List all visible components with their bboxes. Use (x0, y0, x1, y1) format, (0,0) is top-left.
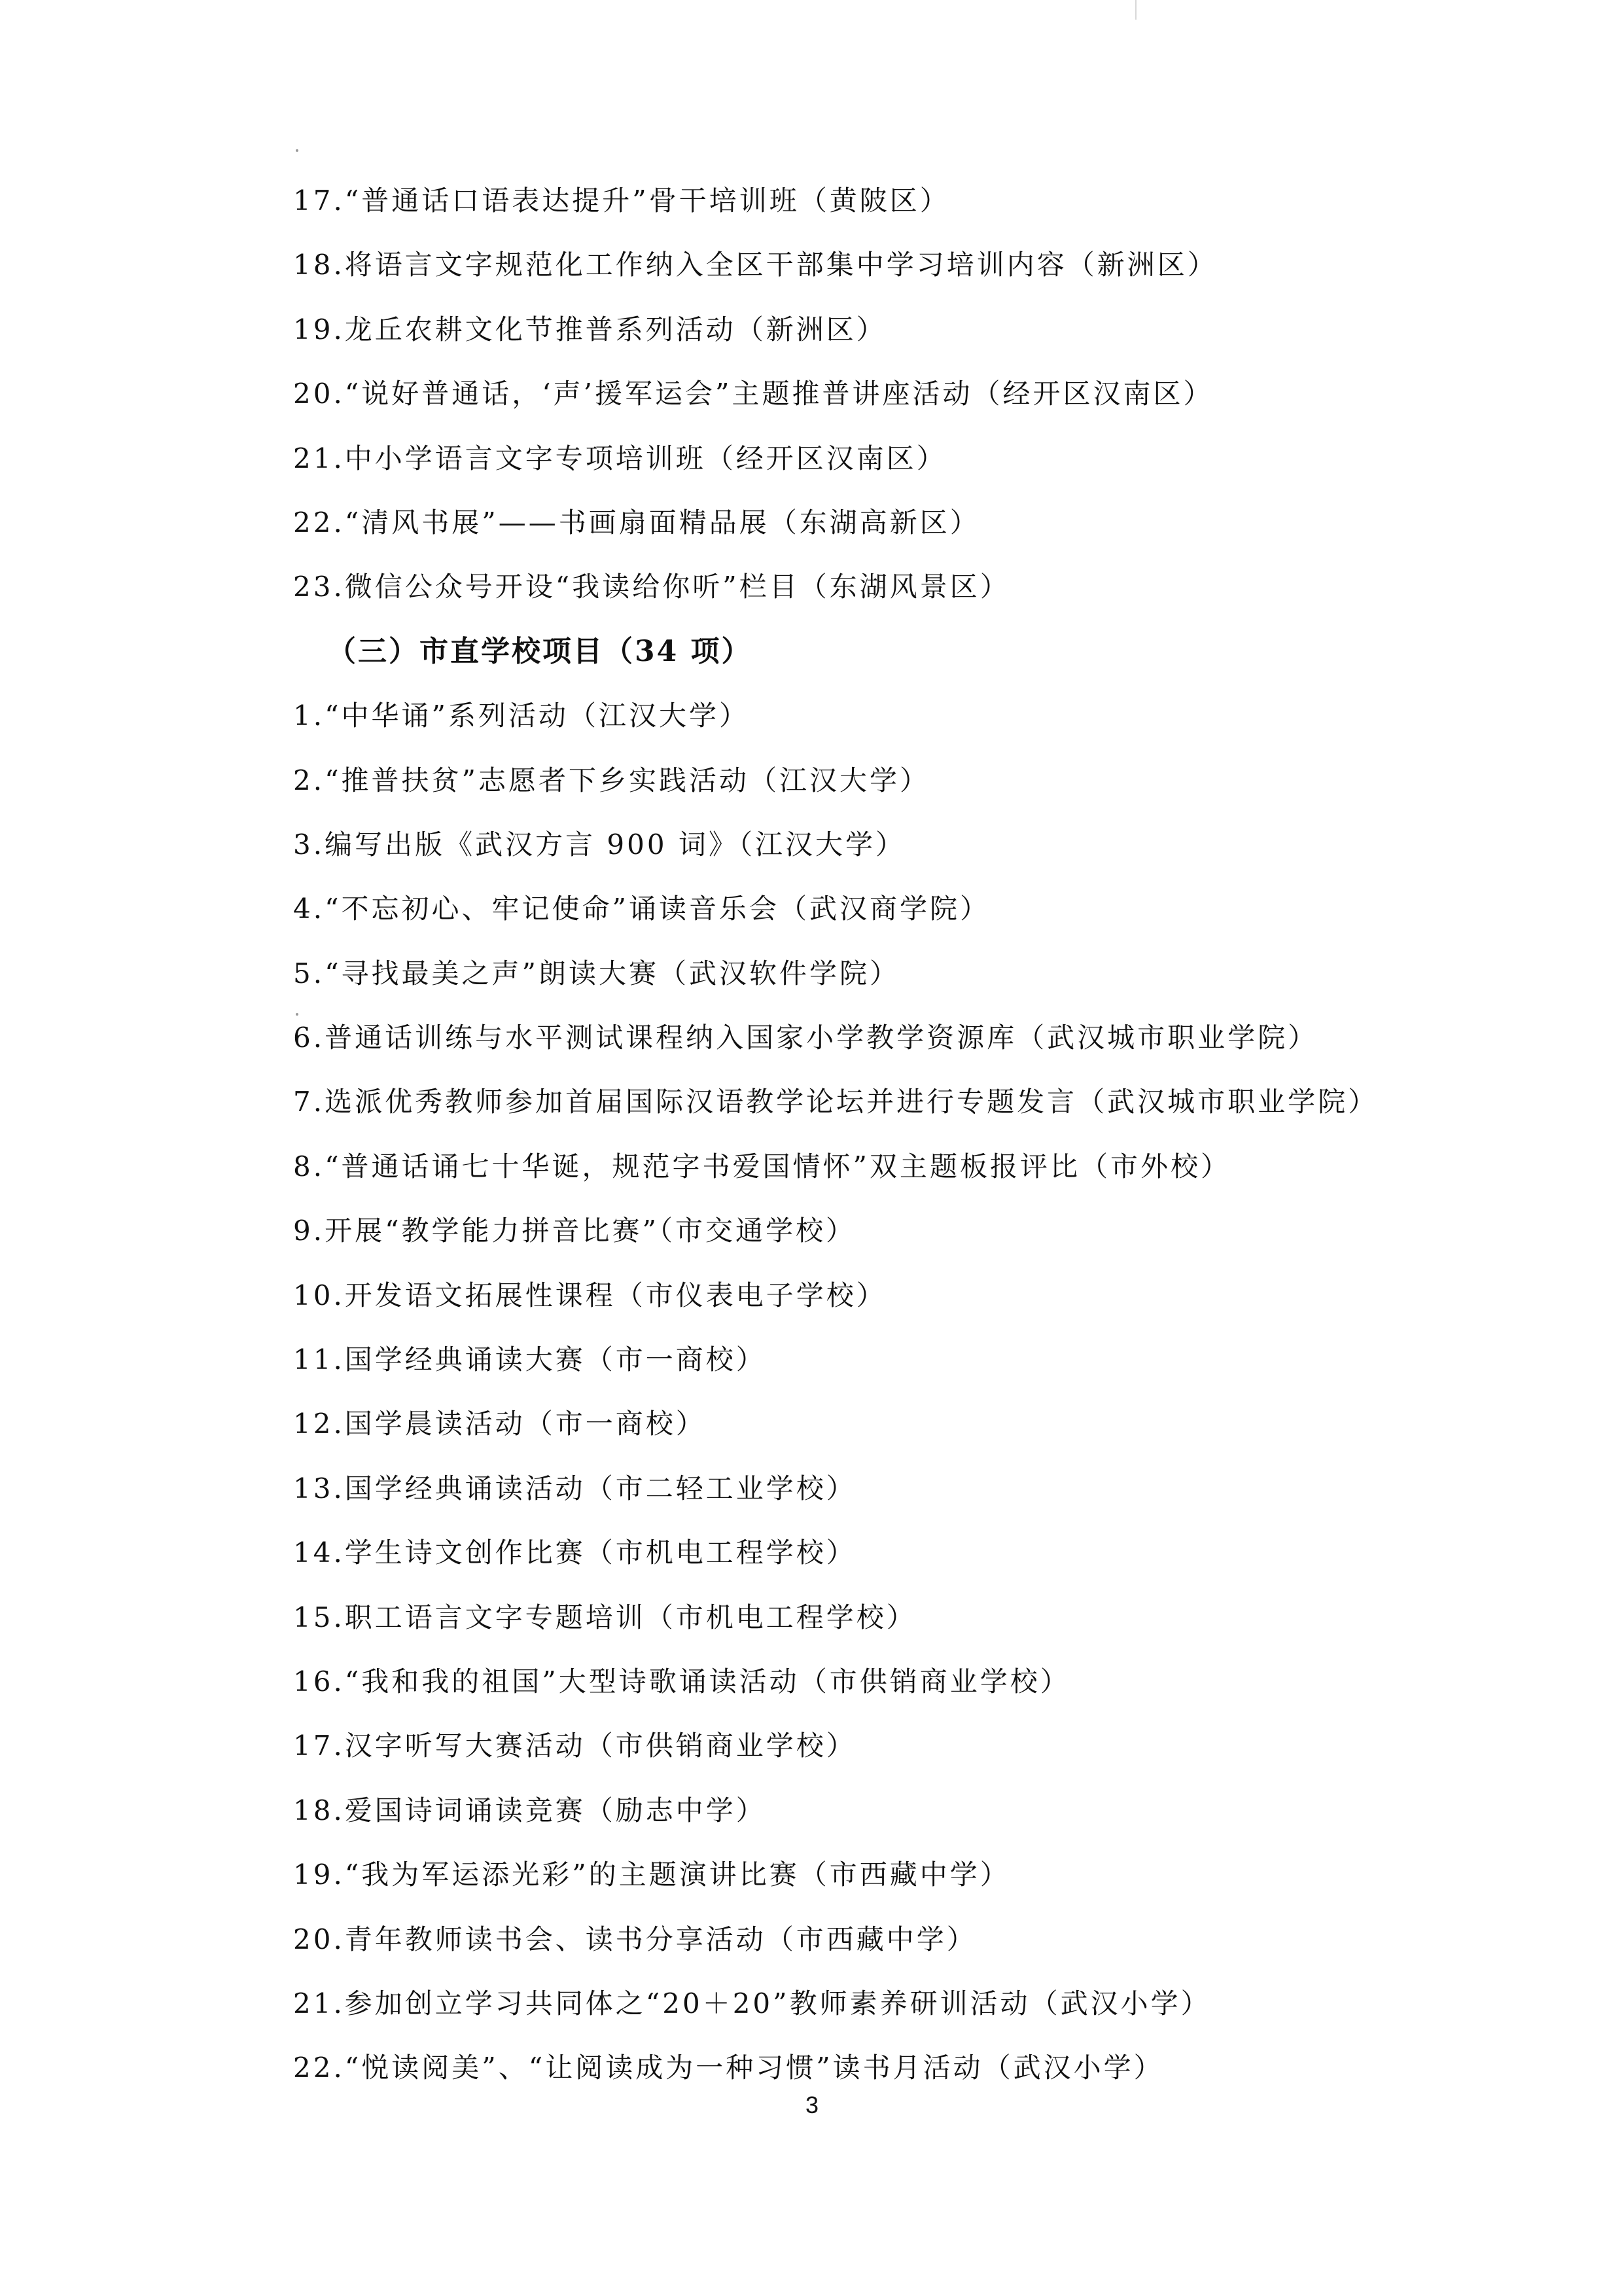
list-item: 5.“寻找最美之声”朗读大赛（武汉软件学院） (293, 957, 900, 989)
list-item: 21.中小学语言文字专项培训班（经开区汉南区） (293, 442, 947, 474)
list-item: 23.微信公众号开设“我读给你听”栏目（东湖风景区） (293, 571, 1010, 603)
list-item: 8.“普通话诵七十华诞，规范字书爱国情怀”双主题板报评比（市外校） (293, 1150, 1231, 1183)
list-item: 18.将语言文字规范化工作纳入全区干部集中学习培训内容（新洲区） (293, 249, 1218, 281)
list-item: 1.“中华诵”系列活动（江汉大学） (293, 700, 750, 732)
section-heading: （三）市直学校项目（34 项） (327, 634, 752, 668)
list-item: 20.“说好普通话，‘声’援军运会”主题推普讲座活动（经开区汉南区） (293, 378, 1214, 410)
page-number: 3 (805, 2091, 819, 2118)
scan-edge-mark (1135, 0, 1137, 20)
list-item: 17.汉字听写大赛活动（市供销商业学校） (293, 1730, 856, 1762)
list-item: 16.“我和我的祖国”大型诗歌诵读活动（市供销商业学校） (293, 1665, 1070, 1698)
document-body (293, 178, 1589, 2110)
list-item: 11.国学经典诵读大赛（市一商校） (293, 1343, 766, 1376)
scan-speck (296, 149, 298, 152)
list-item: 12.国学晨读活动（市一商校） (293, 1408, 706, 1440)
list-item: 4.“不忘初心、牢记使命”诵读音乐会（武汉商学院） (293, 893, 991, 925)
list-item: 22.“悦读阅美”、“让阅读成为一种习惯”读书月活动（武汉小学） (293, 2052, 1164, 2084)
list-item: 13.国学经典诵读活动（市二轻工业学校） (293, 1472, 856, 1504)
list-item: 10.开发语文拓展性课程（市仪表电子学校） (293, 1279, 887, 1311)
list-item: 15.职工语言文字专题培训（市机电工程学校） (293, 1601, 917, 1633)
list-item: 19.龙丘农耕文化节推普系列活动（新洲区） (293, 313, 887, 346)
list-item: 6.普通话训练与水平测试课程纳入国家小学教学资源库（武汉城市职业学院） (293, 1022, 1318, 1054)
list-item: 22.“清风书展”——书画扇面精品展（东湖高新区） (293, 506, 980, 539)
list-item: 2.“推普扶贫”志愿者下乡实践活动（江汉大学） (293, 764, 930, 796)
list-item: 17.“普通话口语表达提升”骨干培训班（黄陂区） (293, 185, 950, 217)
list-item: 7.选派优秀教师参加首届国际汉语教学论坛并进行专题发言（武汉城市职业学院） (293, 1086, 1379, 1118)
list-item: 9.开展“教学能力拼音比赛”（市交通学校） (293, 1215, 856, 1247)
list-item: 18.爱国诗词诵读竞赛（励志中学） (293, 1794, 766, 1826)
list-item: 14.学生诗文创作比赛（市机电工程学校） (293, 1537, 856, 1569)
list-item: 3.编写出版《武汉方言 900 词》（江汉大学） (293, 828, 906, 861)
list-item: 21.参加创立学习共同体之“20＋20”教师素养研训活动（武汉小学） (293, 1987, 1211, 2019)
list-item: 20.青年教师读书会、读书分享活动（市西藏中学） (293, 1923, 977, 1955)
list-item: 19.“我为军运添光彩”的主题演讲比赛（市西藏中学） (293, 1859, 1010, 1891)
